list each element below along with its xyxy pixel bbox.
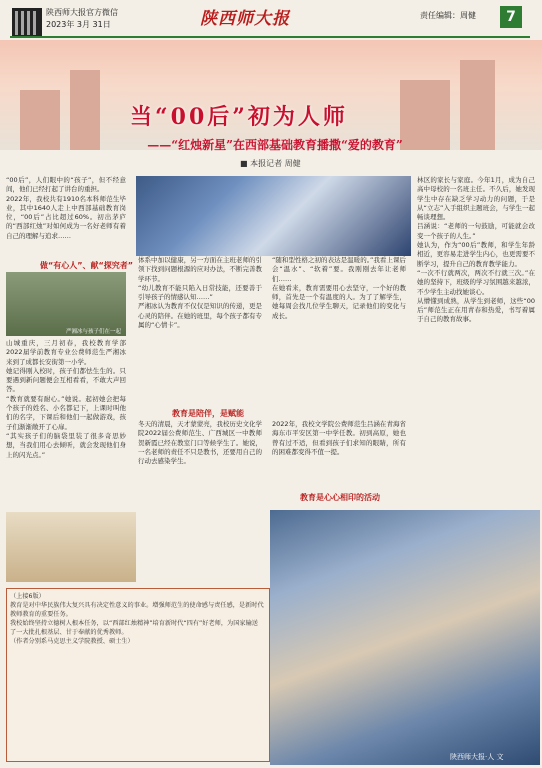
- section-heading: 教育是心心相印的活动: [300, 493, 380, 502]
- article-column: “随和型性格之初的表达是温暖的。”我看上课后会“温水”、“软着”要。我刚刚去年让老师们…… 在她看来，教育需要用心去坚守，一个好的教师，首先是一个有温度的人。为了了解学生，她每周会找几位学生聊天，记录他们的变化与成长。: [272, 256, 406, 320]
- section-heading: 教育是陪伴，是赋能: [172, 409, 244, 418]
- byline: ■ 本报记者 周健: [240, 159, 301, 168]
- byline-text: 本报记者 周健: [250, 159, 301, 168]
- publication-date: 2023年 3月 31日: [46, 20, 111, 29]
- subheadline: ——“红烛新星”在西部基础教育播撒“爱的教育”: [147, 138, 403, 152]
- sidebar-title: （上接6版）: [10, 593, 45, 600]
- article-photo: [6, 272, 126, 336]
- publication-name: 陕西师大报官方微信: [46, 8, 118, 17]
- sidebar-text: [10, 592, 264, 756]
- article-column: 冬天的清晨，天才蒙蒙亮，我校历史文化学院2022届公费师范生、广西城区一中教师贺新霞已经在教室门口等候学生了。她说，一名老师的责任不只是教书，还要用自己的行动去感染学生。: [138, 420, 262, 466]
- article-column: “00后”，人们眼中的“孩子”，但不经意间，他们已经打起了讲台的重担。 2022年，我校共有1910名本科师范生毕业，其中1640人走上中西部基础教育岗位，“00后”占比超过60%。初出茅庐的“西部红烛”对如何成为一名好老师有着自己的理解与追求……: [6, 176, 126, 240]
- editor-credit: 责任编辑：周健: [420, 11, 476, 20]
- skyline-building: [20, 90, 60, 150]
- article-column: 2022年，我校文学院公费师范生吕涵在青海省海东市平安区第一中学任教。初到高原，她也曾有过不适，但看到孩子们求知的眼睛，所有的困难都变得不值一提。: [272, 420, 406, 456]
- hero-banner: [0, 40, 542, 150]
- page-number: 7: [500, 6, 522, 28]
- masthead: 陕西师大报: [200, 9, 290, 29]
- classroom-photo: [136, 176, 411, 256]
- students-photo: [270, 510, 540, 765]
- article-column: 山城重庆，三月初春，我校教育学部2022届学前教育专业公费师范生严湘冰来到了成都长安街第一小学。 她记得刚入校时，孩子们都怯生生的。只要遇到新问题便会互相看看，不敢大声回答。 “教育就要有耐心。”她说。起初她会把每个孩子的姓名、小名都记下，上课时叫他们的名字，下课后和他们一起做游戏，孩子们渐渐敞开了心扉。 “其实孩子们的脑袋里装了很多奇思妙想，当我们用心去倾听，就会发现他们身上的闪光点。”: [6, 339, 126, 459]
- photo-caption: 严湘冰与孩子们在一起: [66, 329, 122, 335]
- sidebar-body: 教育是对中华民族伟大复兴具有决定性意义的事业。增强师范生的使命感与责任感，是新时代教师教育的重要任务。 我校始终坚持立德树人根本任务，以“西部红烛精神”培育新时代“四有”好老师，为国家输送了一大批扎根基层、甘于奉献的优秀教师。 （作者分别系马克思主义学院教授、硕士生）: [10, 602, 264, 645]
- page-footer: 陕西师大报·人 文: [450, 753, 504, 761]
- headline: 当“00后”初为人师: [130, 104, 348, 130]
- header-rule: [10, 36, 530, 38]
- article-column: 林区的家长与家庭。今年1月，成为自己高中母校的一名班主任。不久后，她发现学生中存在缺乏学习动力的问题，于是从“立志”入手组织主题班会，与学生一起畅谈理想。 吕涵说：“老师的一句鼓励，可能就会改变一个孩子的人生。” 她认为，作为“00后”教师，和学生年龄相近，更容易走进学生内心，也更需要不断学习，提升自己的教育教学能力。 “一次不行就两次，两次不行就三次。”在她的坚持下，班级的学习氛围越来越浓，不少学生主动找她谈心。 从懵懂到成熟，从学生到老师，这些“00后”师范生正在用青春和热爱，书写着属于自己的教育故事。: [417, 176, 535, 324]
- article-column: 体系中加以健康，另一方面在主班老师的引领下找到问题根源的应对办法，不断完善教学环节。 “幼儿教育不能只陷入日常技能，还要善于引导孩子的情感认知……” 严湘冰认为教育不仅仅是知识的传递，更是心灵的陪伴。在她的班里，每个孩子都有专属的“心情卡”。: [138, 256, 262, 330]
- qr-code-icon: [12, 8, 42, 38]
- article-photo: [6, 512, 136, 582]
- section-heading: 做“有心人”、献“探究者”: [40, 261, 134, 270]
